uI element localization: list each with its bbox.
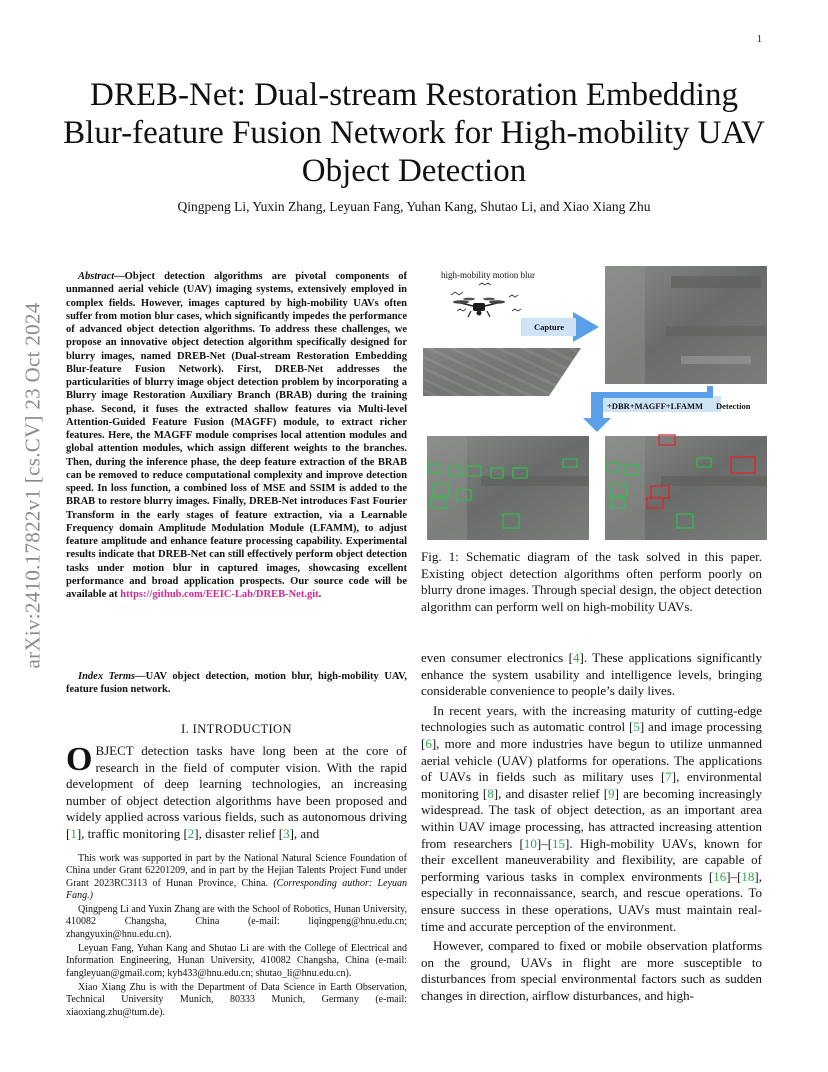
- index-terms-text: —UAV object detection, motion blur, high-mobility UAV, feature fusion network.: [66, 671, 407, 696]
- citation-link[interactable]: 1: [70, 825, 77, 841]
- abstract: Abstract—Object detection algorithms are pivotal components of unmanned aerial vehicle (UAV) imaging systems, extensively employed in complex fields. However, images captured by high-mobility UAVs often suffer from motion blur cases, which significantly impedes the performance of advanced object detection algorithms. To address these challenges, we propose an innovative object detection algorithm specifically designed for blurry images, named DREB-Net (Dual-stream Restoration Embedding Blur-feature Fusion Network). First, DREB-Net addresses the particularities of blurry image object detection problem by incorporating a Blurry image Restoration Auxiliary Branch (BRAB) during the training phase. Second, it fuses the extracted shallow features via Multi-level Attention-Guided Feature Fusion (MAGFF) module, to extract richer features. Here, the MAGFF module comprises local attention modules and global attention modules, which assign different weights to the branches. Then, during the inference phase, the deep feature extraction of the BRAB can be removed to reduce computational complexity and improve detection speed. In loss function, a combined loss of MSE and SSIM is added to the BRAB to restore blurry images. Finally, DREB-Net introduces Fast Fourier Transform in the early stages of feature extraction, via a Learnable Frequency domain Amplitude Modulation Module (LFAMM), to adjust feature amplitude and enhance feature processing capability. Experimental results indicate that DREB-Net can still effectively perform object detection tasks under motion blur in captured images, showcasing excellent performance and broad application prospects. Our source code will be available at https://github.com/EEIC-Lab/DREB-Net.git.: [66, 271, 407, 600]
- captured-image: [605, 266, 767, 384]
- detection-label: Detection: [716, 401, 751, 411]
- abstract-text: —Object detection algorithms are pivotal components of unmanned aerial vehicle (UAV) imaging systems, extensively employed in complex fields. However, images captured by high-mobility UAVs often suffer from motion blur cases, which significantly impedes the performance of advanced object detection algorithms. To address these challenges, we propose an innovative object detection algorithm specifically designed for blurry images, named DREB-Net (Dual-stream Restoration Embedding Blur-feature Fusion Network). First, DREB-Net addresses the particularities of blurry image object detection problem by incorporating a Blurry image Restoration Auxiliary Branch (BRAB) during the training phase. Second, it fuses the extracted shallow features via Multi-level Attention-Guided Feature Fusion (MAGFF) module, to extract richer features. Here, the MAGFF module comprises local attention modules and global attention modules, which assign different weights to the branches. Then, during the inference phase, the deep feature extraction of the BRAB can be removed to reduce computational complexity and improve detection speed. In loss function, a combined loss of MSE and SSIM is added to the BRAB to restore blurry images. Finally, DREB-Net introduces Fast Fourier Transform in the early stages of feature extraction, via a Learnable Frequency domain Amplitude Modulation Module (LFAMM), to adjust feature amplitude and enhance feature processing capability. Experimental results indicate that DREB-Net can still effectively perform object detection tasks under motion blur in captured images, showcasing excellent performance and broad application prospects. Our source code will be available at: [66, 271, 407, 600]
- citation-link[interactable]: 5: [633, 719, 640, 735]
- right-column-text: [421, 650, 762, 1004]
- citation-link[interactable]: 7: [665, 769, 672, 785]
- citation-link[interactable]: 9: [608, 785, 615, 801]
- index-terms-lead: Index Terms: [78, 671, 136, 682]
- capture-arrow: [521, 312, 599, 342]
- citation-link[interactable]: 10: [523, 835, 537, 851]
- method-arrow: [583, 386, 751, 432]
- page-number: 1: [757, 34, 762, 45]
- abstract-lead: Abstract: [78, 271, 115, 282]
- result-image-proposed: [605, 435, 767, 540]
- body-paragraph: In recent years, with the increasing maturity of cutting-edge technologies such as automatic control [5] and image processing [6], more and more industries have begun to utilize unmanned aerial vehicle (UAV) platforms for operations. The applications of UAVs in fields such as military uses [7], environmental monitoring [8], and disaster relief [9] are becoming increasingly widespread. The task of object detection, as an important area within UAV image processing, has attracted increasing attention from researchers [10]–[15]. High-mobility UAVs, known for their excellent maneuverability and flexibility, are capable of performing various tasks in complex environments [16]–[18], especially in reconnaissance, search, and rescue operations. To ensure success in these operations, UAVs must maintain real-time and accurate perception of the environment.: [421, 702, 763, 934]
- paper-title: DREB-Net: Dual-stream Restoration Embedding Blur-feature Fusion Network for High-mobility UAV Object Detection: [63, 77, 765, 189]
- citation-link[interactable]: 15: [552, 835, 566, 851]
- capture-label: Capture: [533, 322, 565, 332]
- dropcap-letter: O: [66, 741, 93, 778]
- footnote-funding: This work was supported in part by the National Natural Science Foundation of China under Grant 62201209, and in part by the Hejian Talents Project Fund under Grant 2023RC3113 of Hunan Province, China. (Corresponding author: Leyuan Fang.): [66, 853, 407, 901]
- citation-link[interactable]: 16: [713, 868, 727, 884]
- motion-blur-label: high-mobility motion blur: [441, 270, 535, 280]
- body-paragraph: even consumer electronics [4]. These applications significantly enhance the system usability and intelligence levels, bringing considerable convenience to people’s daily lives.: [421, 650, 762, 699]
- method-label: +DBR+MAGFF+LFAMM: [606, 401, 704, 411]
- citation-link[interactable]: 4: [573, 650, 580, 665]
- paper-authors: Qingpeng Li, Yuxin Zhang, Leyuan Fang, Yuhan Kang, Shutao Li, and Xiao Xiang Zhu: [177, 199, 651, 214]
- index-terms: [66, 670, 407, 697]
- figure-caption: Fig. 1: Schematic diagram of the task solved in this paper. Existing object detection algorithms often perform poorly on blurry drone images. Through special design, the object detection algorithm can perform well on high-mobility UAVs.: [421, 549, 762, 614]
- result-image-baseline: [427, 436, 589, 540]
- citation-link[interactable]: 2: [187, 825, 195, 841]
- introduction-text: [66, 743, 407, 843]
- citation-link[interactable]: 6: [425, 735, 432, 751]
- section-heading-introduction: I. INTRODUCTION: [181, 722, 292, 736]
- figure-1: [421, 266, 769, 540]
- footnote-affiliation: Xiao Xiang Zhu is with the Department of Data Science in Earth Observation, Technical University Munich, 80333 Munich, Germany (e-mail: xiaoxiang.zhu@tum.de).: [66, 981, 407, 1018]
- body-paragraph: However, compared to fixed or mobile observation platforms on the ground, UAVs in flight are more susceptible to disturbances from special environmental factors such as sudden changes in direction, airflow disturbances, and high-: [421, 938, 762, 1003]
- citation-link[interactable]: 3: [283, 825, 290, 841]
- citation-link[interactable]: 18: [741, 868, 755, 884]
- source-code-link[interactable]: https://github.com/EEIC-Lab/DREB-Net.git: [120, 589, 319, 600]
- intro-paragraph: OBJECT detection tasks have long been at the core of research in the field of computer vision. With the rapid development of deep learning technologies, an increasing number of object detection algorithms have been proposed and widely applied across various fields, such as autonomous driving [1], traffic monitoring [2], disaster relief [3], and: [66, 741, 407, 841]
- footnote-affiliation: Leyuan Fang, Yuhan Kang and Shutao Li are with the College of Electrical and Information Engineering, Hunan University, 410082 Changsha, China (e-mail: fangleyuan@gmail.com; kyh433@hnu.edu.cn; shutao_li@hnu.edu.cn).: [66, 943, 407, 979]
- drone-icon: [451, 283, 521, 317]
- arxiv-stamp-text: arXiv:2410.17822v1 [cs.CV] 23 Oct 2024: [20, 301, 45, 669]
- arxiv-stamp: [20, 290, 46, 680]
- citation-link[interactable]: 8: [487, 785, 494, 801]
- footnote-affiliation: Qingpeng Li and Yuxin Zhang are with the School of Robotics, Hunan University, 410082 Changsha, China (e-mail: liqingpeng@hnu.edu.cn; zhangyuxin@hnu.edu.cn).: [66, 904, 407, 940]
- footnotes: [66, 853, 407, 1019]
